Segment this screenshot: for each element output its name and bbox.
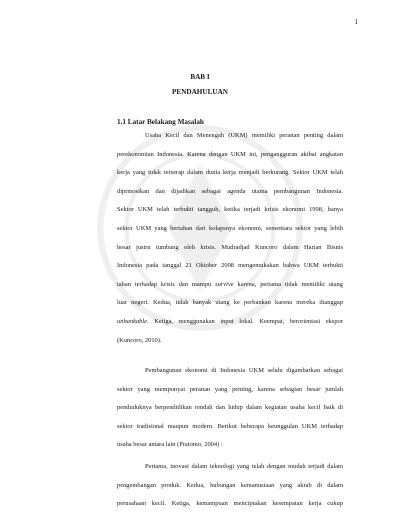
chapter-title: PENDAHULUAN — [172, 88, 228, 96]
paragraph-1 — [117, 127, 343, 350]
italic-term: unbankable — [117, 317, 148, 325]
text-line: diprmosikan dan dijadikan sebagai agenda utama pembangunan Indonesia. — [117, 187, 343, 195]
section-heading: 1.1 Latar Belakang Masalah — [117, 118, 204, 126]
paragraph-3 — [117, 458, 343, 514]
text-line: luar negeri. Kedua, tidak banyak utang ke perbankan karena mereka dianggap — [117, 299, 343, 307]
text-line: Sektor UKM telah terbukti tangguh, ketika terjadi krisis ekonomi 1998, hanya — [117, 206, 343, 214]
page-number: 1 — [354, 18, 358, 26]
text-line: Indonesia pada tanggal 21 Oktober 2008 mengemukakan bahwa UKM terbukti — [117, 262, 343, 270]
text-line: Pembangunan ekonomi di Indonesia UKM selalu digambarkan sebagai — [145, 367, 343, 374]
text-line: perekonomian Indonesia. Karena dengan UKM ini, pengangguran akibat angkatan — [117, 150, 343, 158]
italic-term: survive — [215, 280, 234, 288]
text-line — [117, 276, 343, 295]
text-segment: tahan terhadap krisis dan mampu — [117, 280, 216, 288]
text-line: sektor UKM yang bertahan dari kolapsnya ekonomi, sementara sektor yang lebih — [117, 224, 343, 232]
text-segment: . Ketiga, menggunakan input lokal. Keempat, berorientasi ekspor — [147, 317, 343, 325]
text-line: penduduknya berpendidikan rendah dan hidup dalam kegiatan usaha kecil baik di — [117, 404, 343, 412]
text-line: besar justru tumbang oleh krisis. Mudradjad Kuncoro dalam Harian Bisnis — [117, 243, 343, 251]
text-line: usaha besar antara lain (Pratomo, 2004) : — [117, 441, 223, 449]
text-line: Pertama, inovasi dalam teknologi yang telah dengan mudah terjadi dalam — [145, 463, 343, 470]
text-line: sektor tradisional maupun modern. Berikut beberapa keunggulan UKM terhadap — [117, 422, 343, 430]
text-line: sektor yang mempunyai peranan yang penting, karena sebagian besar jumlah — [117, 385, 343, 393]
text-line: pengembangan produk. Kedua, hubungan kemanusiaan yang akrab di dalam — [117, 481, 343, 489]
text-line: (Kuncoro, 2010). — [117, 336, 162, 344]
text-line — [117, 313, 343, 332]
paragraph-2 — [117, 362, 343, 455]
text-line: Usaha Kecil dan Menengah (UKM) memiliki peranan penting dalam — [145, 132, 343, 139]
chapter-number: BAB I — [190, 73, 210, 81]
text-segment: karena, pertama tidak memiliki utang — [233, 280, 343, 288]
text-line: kerja yang tidak terserap dalam dunia kerja menjadi berkurang. Sektor UKM telah — [117, 169, 343, 177]
text-line: perusahaan kecil. Ketiga, kemampuan menciptakan kesempatan kerja cukup — [117, 500, 343, 508]
